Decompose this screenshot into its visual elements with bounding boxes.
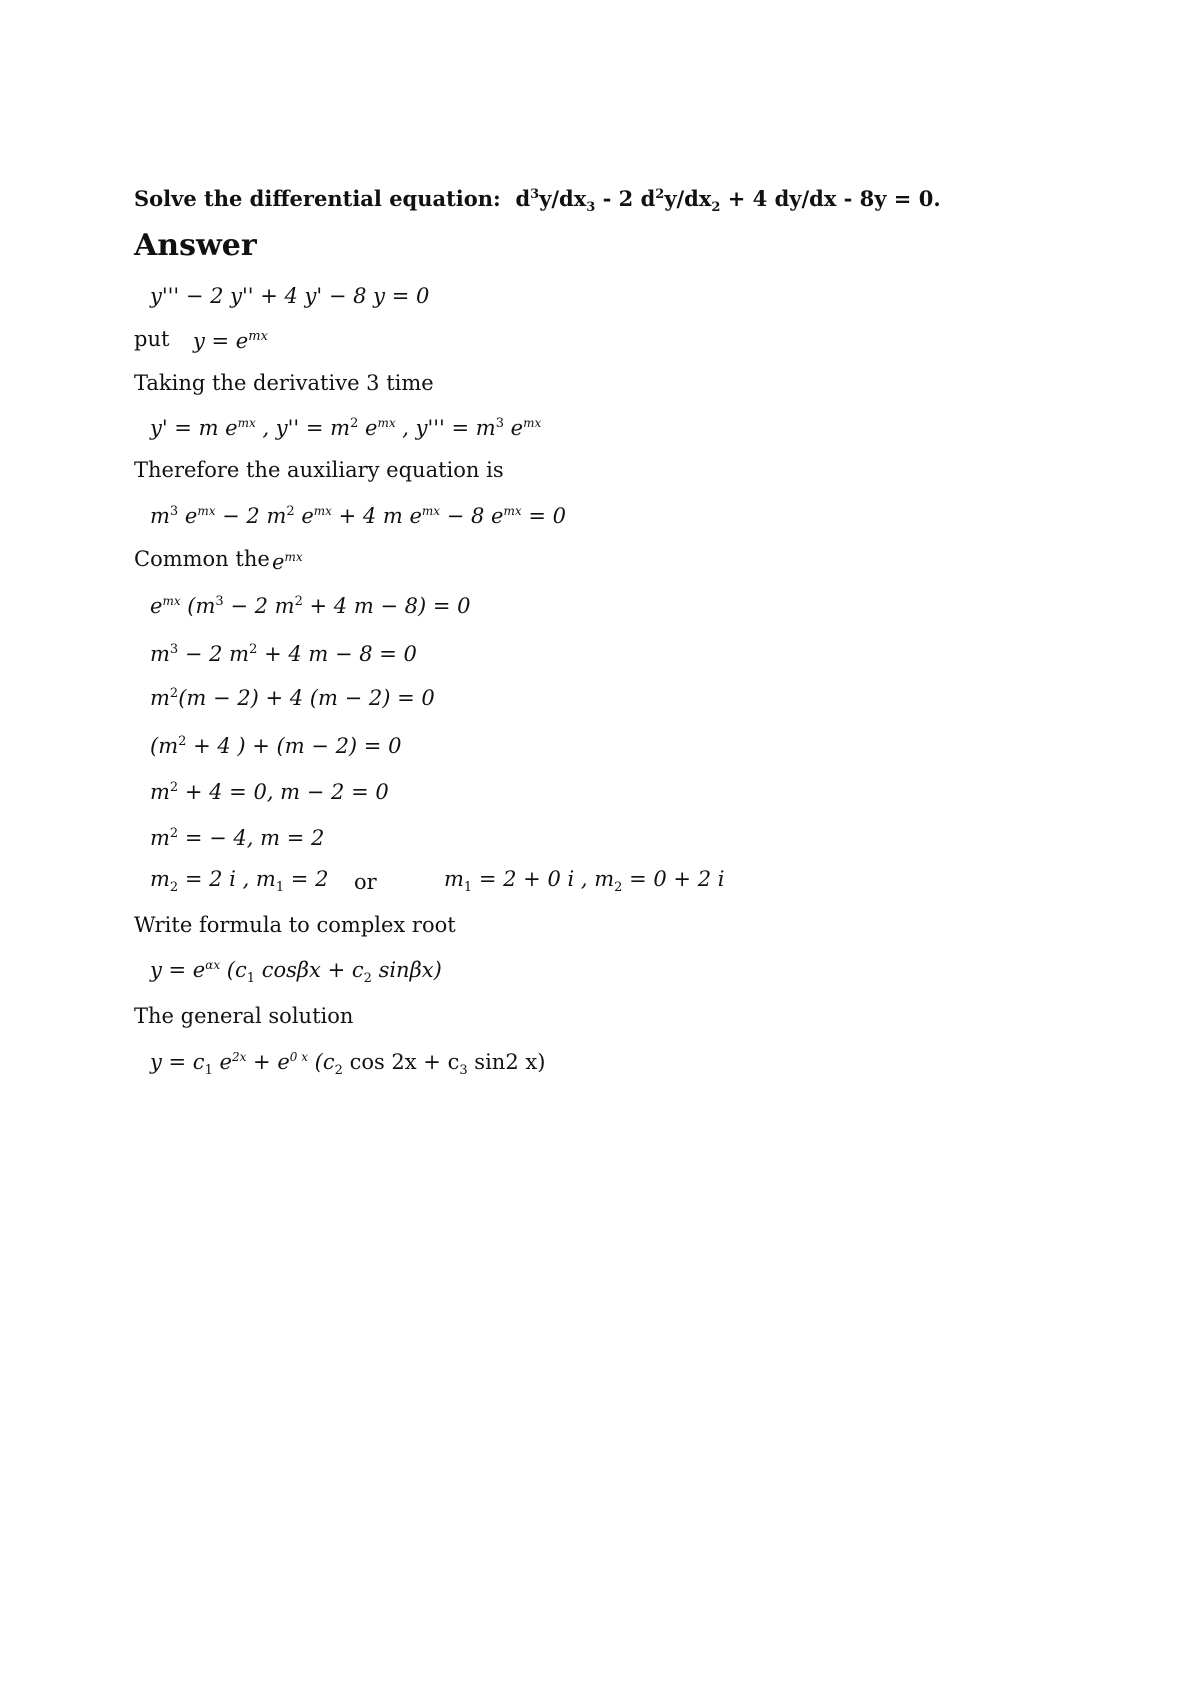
factored-equation: $e^{mx}$ ($m^3 - 2$ $m^2 + 4$ m − 8) = 0 [150, 594, 471, 618]
common-text: Common the [134, 547, 270, 571]
roots-equation: $m^2 + 4 = 0$, m − 2 = 0 [150, 780, 389, 804]
grouped-equation: $m^2(m - 2) + 4$ (m − 2) = 0 [150, 686, 435, 710]
complex-root-formula: $y = e^{\alpha x}$ ($c_1$ $\cos\beta x + c_2$ sinβx) [150, 958, 442, 987]
question-line [134, 186, 941, 216]
put-label: put [134, 327, 170, 351]
derivatives-equation: y' = m $e^{mx}$ , $y'' = m^2$ $e^{mx}$ , $y''' = m^3$ $e^{mx}$ [150, 416, 542, 440]
put-equation: $y = e^{mx}$ [193, 329, 268, 353]
roots-final: $m_2 = 2$ i , $m_1 = 2$ [150, 867, 329, 896]
roots-values: $m^2$ = − 4, m = 2 [150, 826, 325, 850]
auxiliary-text: Therefore the auxiliary equation is [134, 458, 504, 482]
question-equation: $d^3y/dx_3 - 2$ $d^2y/dx_2 + 4$ dy/dx - 8y = 0. [515, 186, 941, 216]
cubic-equation: $m^3 - 2$ $m^2 + 4$ m − 8 = 0 [150, 642, 417, 666]
answer-heading: Answer [134, 228, 257, 263]
ode-equation: y''' − 2 y'' + 4 y' − 8 y = 0 [150, 284, 430, 308]
question-prefix: Solve the differential equation: [134, 186, 501, 211]
common-factor: $e^{mx}$ [272, 550, 303, 574]
general-solution-equation: $y = c_1$ $e^{2x} + e^{0 x}$ ($c_2$ $\cos 2x + c_3$ sin2 x) [150, 1050, 546, 1079]
general-solution-text: The general solution [134, 1004, 354, 1028]
formula-text: Write formula to complex root [134, 913, 456, 937]
auxiliary-equation: $m^3$ $e^{mx} - 2$ $m^2$ $e^{mx} + 4$ m $e^{mx} - 8$ $e^{mx} = 0$ [150, 504, 566, 528]
or-text: or [354, 870, 377, 894]
product-equation: ($m^2 + 4$ ) + (m − 2) = 0 [150, 734, 402, 758]
roots-alternative: $m_1 = 2 + 0$ i , $m_2 = 0 + 2$ i [444, 867, 725, 896]
derivative-text: Taking the derivative 3 time [134, 371, 434, 395]
